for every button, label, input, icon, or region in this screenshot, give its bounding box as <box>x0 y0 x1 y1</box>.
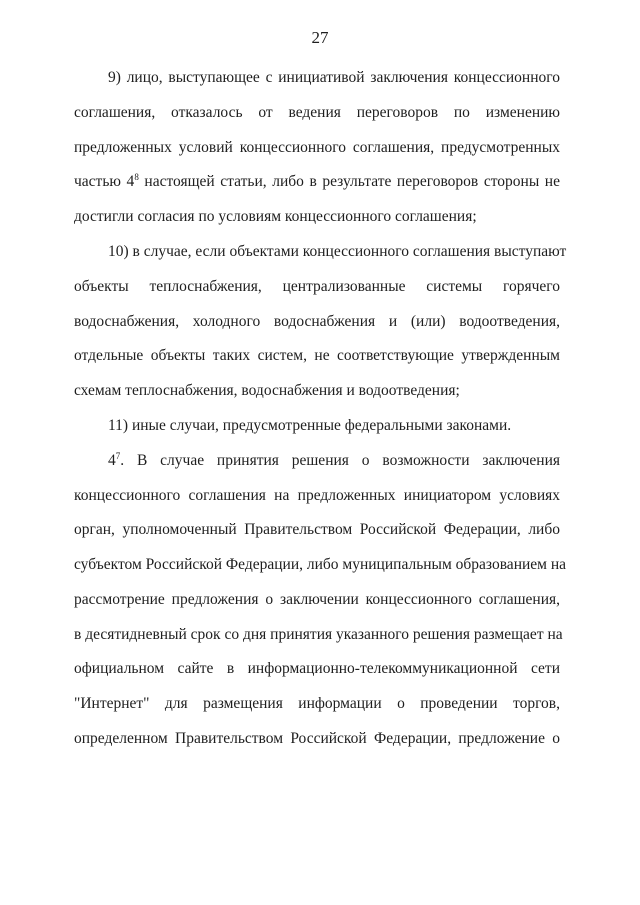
text-line <box>74 172 560 192</box>
text-line: отдельные объекты таких систем, не соответствующие утвержденным <box>74 347 560 364</box>
text-line: определенном Правительством Российской Федерации, предложение о <box>74 730 560 747</box>
text-line: предложенных условий концессионного соглашения, предусмотренных <box>74 139 560 156</box>
page-number: 27 <box>311 28 329 47</box>
text-line <box>108 451 560 471</box>
text-fragment: 4 <box>108 452 116 469</box>
text-line: достигли согласия по условиям концессионного соглашения; <box>74 208 477 225</box>
superscript: 7 <box>115 450 121 461</box>
text-line: 11) иные случаи, предусмотренные федеральными законами. <box>108 417 512 434</box>
superscript: 8 <box>134 171 139 182</box>
text-line: водоснабжения, холодного водоснабжения и (или) водоотведения, <box>74 313 560 330</box>
text-line: официальном сайте в информационно-телекоммуникационной сети <box>74 660 560 677</box>
text-line: соглашения, отказалось от ведения переговоров по изменению <box>74 104 560 121</box>
text-line: объекты теплоснабжения, централизованные системы горячего <box>74 278 560 295</box>
text-line: 9) лицо, выступающее с инициативой заключения концессионного <box>108 69 560 86</box>
text-fragment: частью 4 <box>74 173 135 190</box>
text-line: в десятидневный срок со дня принятия указанного решения размещает на <box>74 626 563 643</box>
text-line: "Интернет" для размещения информации о проведении торгов, <box>74 695 560 712</box>
text-line: концессионного соглашения на предложенных инициатором условиях <box>74 487 560 504</box>
text-line: субъектом Российской Федерации, либо муниципальным образованием на <box>74 556 567 573</box>
text-line: орган, уполномоченный Правительством Российской Федерации, либо <box>74 521 560 538</box>
text-line: рассмотрение предложения о заключении концессионного соглашения, <box>74 591 560 608</box>
text-line: схемам теплоснабжения, водоснабжения и водоотведения; <box>74 382 460 399</box>
text-fragment: настоящей статьи, либо в результате переговоров стороны не <box>138 173 560 190</box>
text-fragment: . В случае принятия решения о возможности заключения <box>120 452 560 469</box>
text-line: 10) в случае, если объектами концессионного соглашения выступают <box>108 243 567 260</box>
